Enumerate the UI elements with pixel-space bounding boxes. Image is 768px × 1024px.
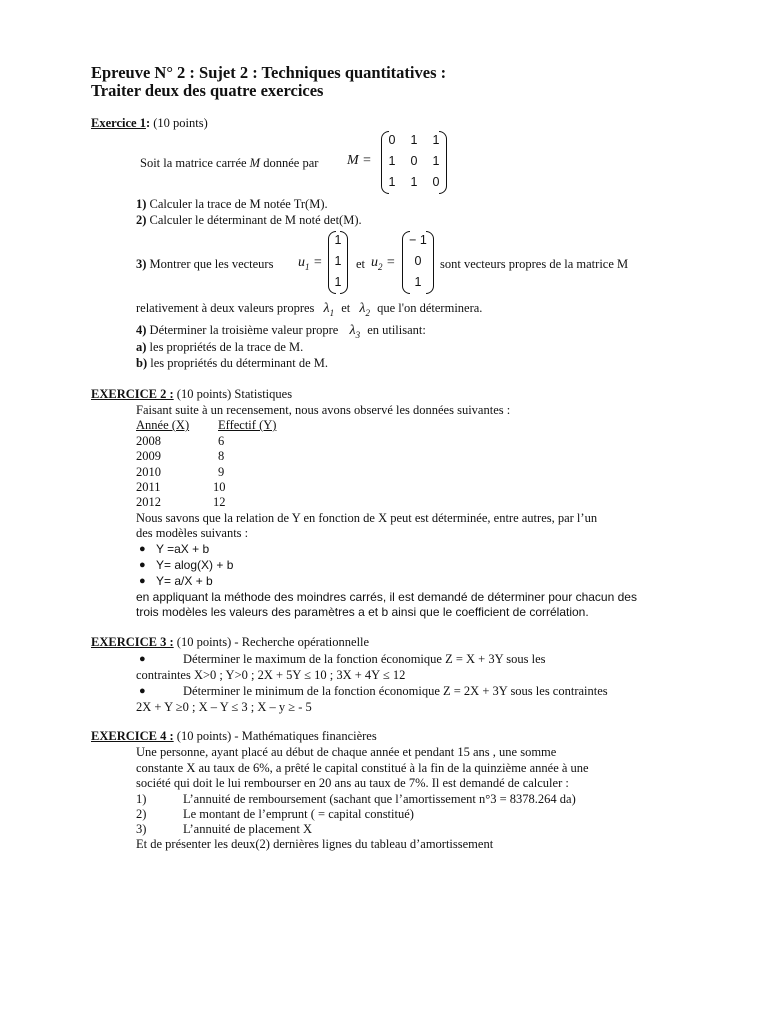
matrix-cell: 0 [388,133,396,147]
exercise-2-intro: Faisant suite à un recensement, nous avons observé les données suivantes : [136,403,511,417]
matrix-cell: 0 [410,154,418,168]
exercise-1-label: Exercice 1 [91,116,146,130]
ex4-line-3: société qui doit le lui rembourser en 20 ans au taux de 7%. Il est demandé de calculer : [136,776,569,790]
question-3-start: 3) Montrer que les vecteurs [136,257,274,271]
exercise-2-heading [91,387,292,403]
exercise-4-points: (10 points) - Mathématiques financières [173,729,377,743]
question-2: 2) Calculer le déterminant de M noté det(M). [136,213,362,227]
table-cell-year: 2008 [136,434,161,448]
u2-label: $u_2$ = [371,255,396,272]
ex4-item-number: 3) [136,822,147,836]
vector-cell: 1 [334,275,342,289]
table-cell-year: 2012 [136,495,161,509]
exercise-3-label: EXERCICE 3 : [91,635,174,649]
model-1: Y =aX + b [156,542,210,556]
table-cell-year: 2010 [136,465,161,479]
matrix-cell: 1 [388,154,396,168]
title-line-1: Epreuve N° 2 : Sujet 2 : Techniques quantitatives : [91,63,447,82]
model-2: Y= alog(X) + b [156,558,234,572]
exercise-4-heading [91,729,377,745]
exercise-1-heading: Exercice 1: (10 points) [91,116,208,130]
column-header-count: Effectif (Y) [218,418,277,432]
matrix-cell: 0 [432,175,440,189]
conclusion-line-1: en appliquant la méthode des moindres carrés, il est demandé de déterminer pour chacun des [136,590,637,604]
ex4-line-2: constante X au taux de 6%, a prêté le capital constitué à la fin de la quinzième année à une [136,761,589,775]
exercise-3-heading [91,635,369,651]
matrix-M [381,131,447,194]
column-header-year: Année (X) [136,418,190,432]
bullet-icon: ● [139,575,146,587]
question-1: 1) Calculer la trace de M notée Tr(M). [136,197,328,211]
question-4: 4) Déterminer la troisième valeur propre $\lambda_3$ en utilisant: [136,323,426,340]
ex4-line-1: Une personne, ayant placé au début de chaque année et pendant 15 ans , une somme [136,745,557,759]
model-3: Y= a/X + b [156,574,213,588]
table-cell-count: 10 [213,480,226,494]
ex3-item-2-line-1: Déterminer le minimum de la fonction économique Z = 2X + 3Y sous les contraintes [183,684,608,698]
exercise-2-points: (10 points) Statistiques [173,387,293,401]
matrix-cell: 1 [432,133,440,147]
table-cell-count: 9 [218,465,225,479]
exercise-1-points: (10 points) [150,116,208,130]
vector-cell: 0 [414,254,422,268]
exercise-2-label: EXERCICE 2 : [91,387,174,401]
question-4a: a) les propriétés de la trace de M. [136,340,304,354]
vector-cell: − 1 [409,233,427,247]
ex3-item-1-line-2: contraintes X>0 ; Y>0 ; 2X + 5Y ≤ 10 ; 3X + 4Y ≤ 12 [136,668,406,682]
table-cell-year: 2011 [136,480,161,494]
ex3-item-2-line-2: 2X + Y ≥0 ; X – Y ≤ 3 ; X – y ≥ - 5 [136,700,312,714]
table-cell-count: 6 [218,434,225,448]
ex4-item-number: 1) [136,792,147,806]
question-3-line-2: relativement à deux valeurs propres $\lambda_1$ et $\lambda_2$ que l'on déterminera. [136,301,483,318]
bullet-icon: ● [139,543,146,555]
vector-u2 [402,231,434,294]
matrix-intro: Soit la matrice carrée M donnée par [140,156,319,170]
exercise-3-points: (10 points) - Recherche opérationnelle [173,635,370,649]
matrix-cell: 1 [432,154,440,168]
vector-cell: 1 [414,275,422,289]
bullet-icon: ● [139,559,146,571]
table-cell-year: 2009 [136,449,161,463]
matrix-label: M = [347,153,372,168]
ex4-item-number: 2) [136,807,147,821]
matrix-cell: 1 [410,175,418,189]
et-word: et [356,257,366,271]
ex4-closing: Et de présenter les deux(2) dernières lignes du tableau d’amortissement [136,837,494,851]
ex4-item-text: L’annuité de remboursement (sachant que l’amortissement n°3 = 8378.264 da) [183,792,576,806]
matrix-cell: 1 [410,133,418,147]
vector-cell: 1 [334,233,342,247]
ex4-item-text: L’annuité de placement X [183,822,313,836]
relation-line-1: Nous savons que la relation de Y en fonction de X peut est déterminée, entre autres, par l’un [136,511,598,525]
title-line-2: Traiter deux des quatre exercices [91,81,324,100]
table-cell-count: 12 [213,495,226,509]
u1-label: $u_1$ = [298,255,323,272]
question-4b: b) les propriétés du déterminant de M. [136,356,328,370]
matrix-cell: 1 [388,175,396,189]
relation-line-2: des modèles suivants : [136,526,249,540]
table-cell-count: 8 [218,449,225,463]
question-3-tail: sont vecteurs propres de la matrice M [440,257,629,271]
vector-u1 [328,231,348,294]
ex3-item-1-line-1: Déterminer le maximum de la fonction économique Z = X + 3Y sous les [183,652,546,666]
vector-cell: 1 [334,254,342,268]
ex4-item-text: Le montant de l’emprunt ( = capital constitué) [183,807,414,821]
bullet-icon: ● [139,685,146,697]
exercise-4-label: EXERCICE 4 : [91,729,174,743]
bullet-icon: ● [139,653,146,665]
conclusion-line-2: trois modèles les valeurs des paramètres a et b ainsi que le coefficient de corrélation. [136,605,589,619]
